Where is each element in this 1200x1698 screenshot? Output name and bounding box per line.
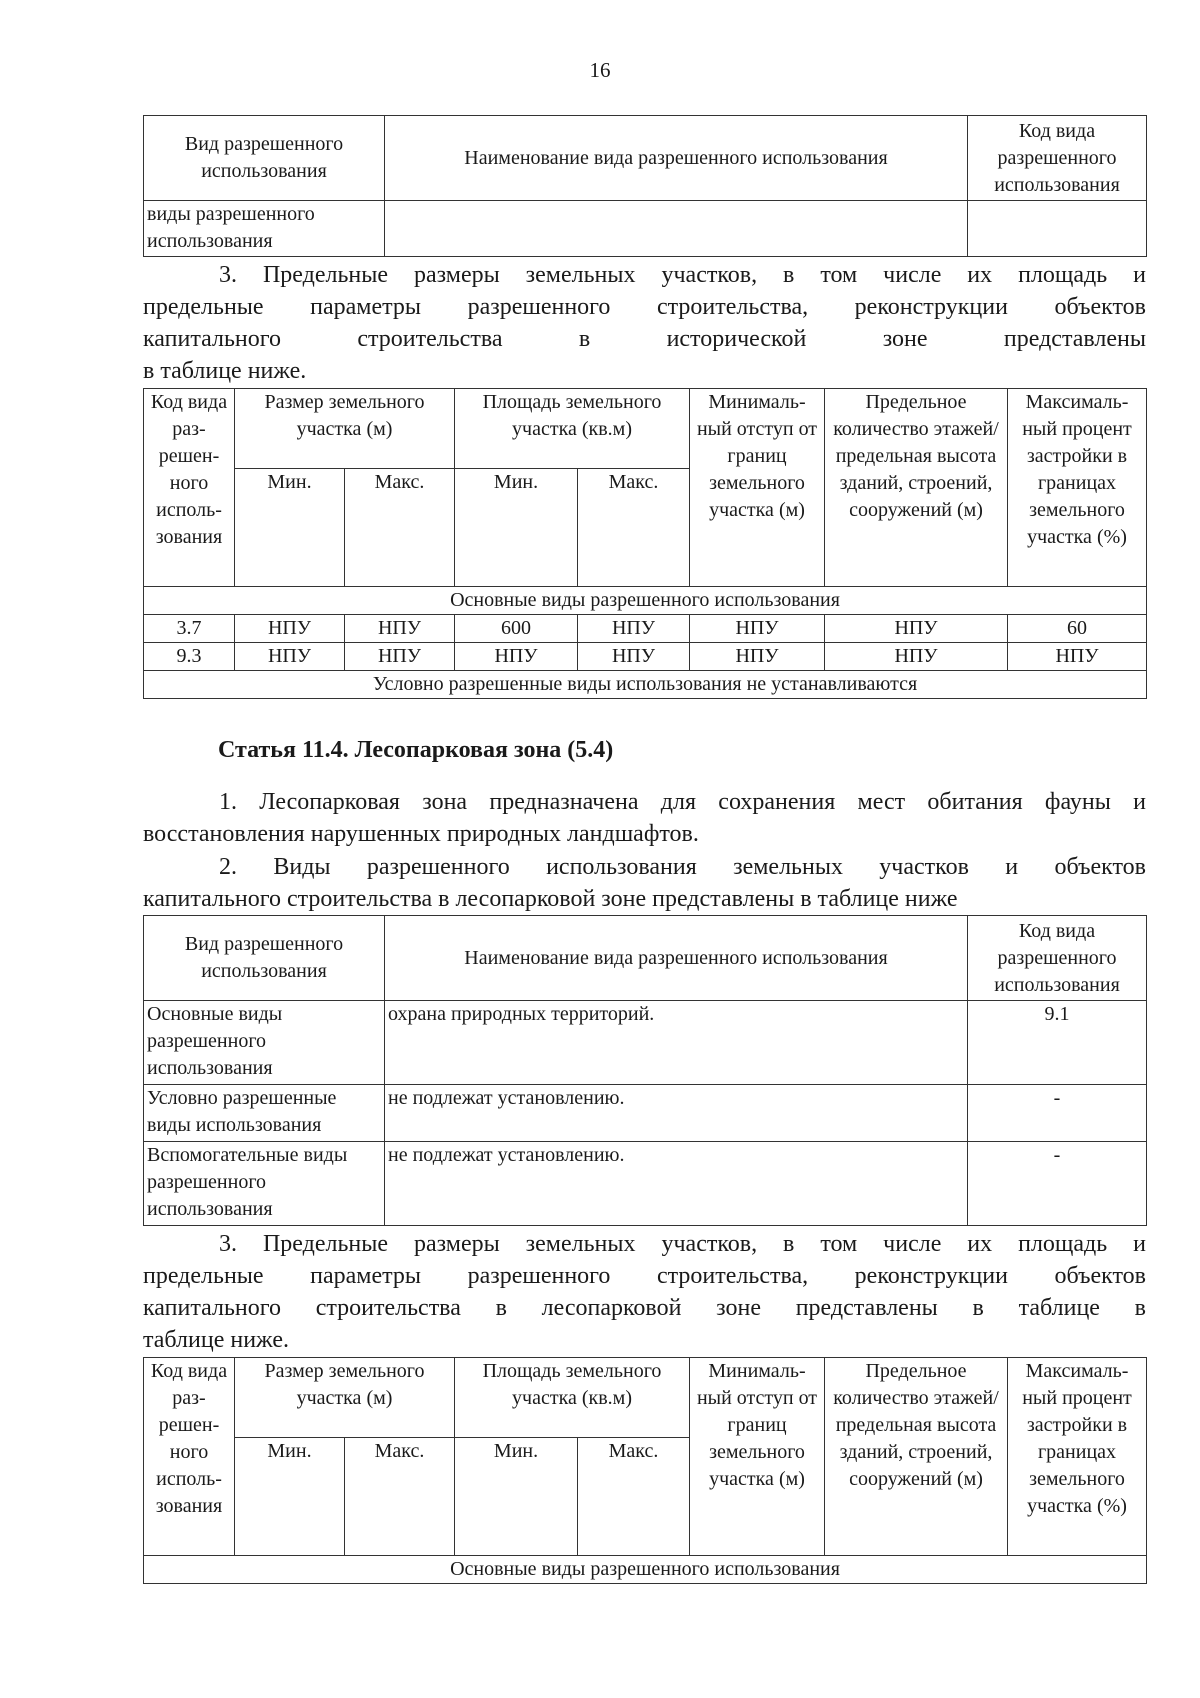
cell-plot-max: НПУ	[345, 615, 455, 643]
section-row	[144, 587, 1147, 615]
cell-plot-min: НПУ	[235, 615, 345, 643]
table-row	[144, 201, 1147, 257]
cell-area-max: НПУ	[578, 643, 690, 671]
section-conditional-uses: Условно разрешенные виды использования не устанавливаются	[144, 671, 1147, 699]
section-row	[144, 1556, 1147, 1584]
header-min: Мин.	[455, 469, 578, 587]
header-min: Мин.	[235, 1438, 345, 1556]
header-vri-name: Наименование вида разрешенного использования	[385, 916, 968, 1001]
section-row	[144, 671, 1147, 699]
table-row	[144, 615, 1147, 643]
cell-area-min: НПУ	[455, 643, 578, 671]
cell-floors: НПУ	[825, 643, 1008, 671]
table-row	[144, 643, 1147, 671]
paragraph-2-forest	[143, 851, 1146, 915]
cell-vri-name	[385, 201, 968, 257]
text-line: 1. Лесопарковая зона предназначена для сохранения мест обитания фауны и	[219, 789, 1146, 815]
header-setback: Минималь-ный отступ от границ земельного участка (м)	[690, 1358, 825, 1556]
cell-vri-type: виды разрешенного использования	[144, 201, 385, 257]
vri-table-historic-continuation	[143, 115, 1147, 257]
table-row	[144, 1085, 1147, 1142]
header-floors: Предельное количество этажей/ предельная высота зданий, строений, сооружений (м)	[825, 1358, 1008, 1556]
header-vri-type: Вид разрешенного использования	[144, 116, 385, 201]
cell-vri-name: не подлежат установлению.	[385, 1142, 968, 1226]
cell-setback: НПУ	[690, 615, 825, 643]
header-max: Макс.	[578, 469, 690, 587]
header-max: Макс.	[345, 469, 455, 587]
table-header-row	[144, 389, 1147, 469]
cell-coverage: 60	[1008, 615, 1147, 643]
cell-vri-code: 9.1	[968, 1001, 1147, 1085]
header-vri-code: Код вида разрешенного использования	[968, 916, 1147, 1001]
text-line: предельные параметры разрешенного строительства, реконструкции объектов	[143, 294, 1146, 320]
paragraph-1-forest	[143, 786, 1146, 850]
header-setback: Минималь-ный отступ от границ земельного участка (м)	[690, 389, 825, 587]
cell-vri-code	[968, 201, 1147, 257]
text-line: капитального строительства в лесопарковой зоне представлены в таблице ниже	[143, 886, 958, 912]
vri-table-forest	[143, 915, 1147, 1226]
cell-code: 9.3	[144, 643, 235, 671]
table-header-row	[144, 1358, 1147, 1438]
cell-vri-type: Условно разрешенные виды использования	[144, 1085, 385, 1142]
header-coverage: Максималь-ный процент застройки в границах земельного участка (%)	[1008, 389, 1147, 587]
cell-area-min: 600	[455, 615, 578, 643]
params-table-forest	[143, 1357, 1147, 1584]
cell-vri-name: охрана природных территорий.	[385, 1001, 968, 1085]
header-vri-name: Наименование вида разрешенного использования	[385, 116, 968, 201]
table-header-row	[144, 916, 1147, 1001]
cell-plot-max: НПУ	[345, 643, 455, 671]
cell-vri-code: -	[968, 1085, 1147, 1142]
header-min: Мин.	[235, 469, 345, 587]
cell-floors: НПУ	[825, 615, 1008, 643]
cell-code: 3.7	[144, 615, 235, 643]
header-code: Код вида раз-решен-ного исполь-зования	[144, 1358, 235, 1556]
cell-vri-name: не подлежат установлению.	[385, 1085, 968, 1142]
section-main-uses: Основные виды разрешенного использования	[144, 1556, 1147, 1584]
article-heading: Статья 11.4. Лесопарковая зона (5.4)	[218, 737, 614, 763]
cell-plot-min: НПУ	[235, 643, 345, 671]
section-main-uses: Основные виды разрешенного использования	[144, 587, 1147, 615]
header-plot-size: Размер земельного участка (м)	[235, 389, 455, 469]
header-code: Код вида раз-решен-ного исполь-зования	[144, 389, 235, 587]
header-min: Мин.	[455, 1438, 578, 1556]
cell-area-max: НПУ	[578, 615, 690, 643]
text-line: предельные параметры разрешенного строительства, реконструкции объектов	[143, 1263, 1146, 1289]
table-row	[144, 1001, 1147, 1085]
table-row	[144, 1142, 1147, 1226]
text-line: 3. Предельные размеры земельных участков, в том числе их площадь и	[219, 262, 1146, 288]
text-line: 3. Предельные размеры земельных участков, в том числе их площадь и	[219, 1231, 1146, 1257]
paragraph-3-forest	[143, 1228, 1146, 1356]
cell-coverage: НПУ	[1008, 643, 1147, 671]
paragraph-3-historic	[143, 259, 1146, 387]
header-vri-type: Вид разрешенного использования	[144, 916, 385, 1001]
cell-vri-type: Вспомогательные виды разрешенного использования	[144, 1142, 385, 1226]
cell-vri-type: Основные виды разрешенного использования	[144, 1001, 385, 1085]
header-max: Макс.	[345, 1438, 455, 1556]
cell-vri-code: -	[968, 1142, 1147, 1226]
text-line: в таблице ниже.	[143, 358, 307, 384]
header-area: Площадь земельного участка (кв.м)	[455, 389, 690, 469]
table-header-row	[144, 116, 1147, 201]
header-floors: Предельное количество этажей/ предельная высота зданий, строений, сооружений (м)	[825, 389, 1008, 587]
header-vri-code: Код вида разрешенного использования	[968, 116, 1147, 201]
text-line: капитального строительства в исторической зоне представлены	[143, 326, 1146, 352]
text-line: таблице ниже.	[143, 1327, 289, 1353]
cell-setback: НПУ	[690, 643, 825, 671]
header-area: Площадь земельного участка (кв.м)	[455, 1358, 690, 1438]
text-line: восстановления нарушенных природных ландшафтов.	[143, 821, 699, 847]
header-coverage: Максималь-ный процент застройки в границах земельного участка (%)	[1008, 1358, 1147, 1556]
text-line: капитального строительства в лесопарковой зоне представлены в таблице в	[143, 1295, 1146, 1321]
params-table-historic	[143, 388, 1147, 699]
page-number: 16	[589, 58, 611, 82]
text-line: 2. Виды разрешенного использования земельных участков и объектов	[219, 854, 1146, 880]
header-plot-size: Размер земельного участка (м)	[235, 1358, 455, 1438]
header-max: Макс.	[578, 1438, 690, 1556]
